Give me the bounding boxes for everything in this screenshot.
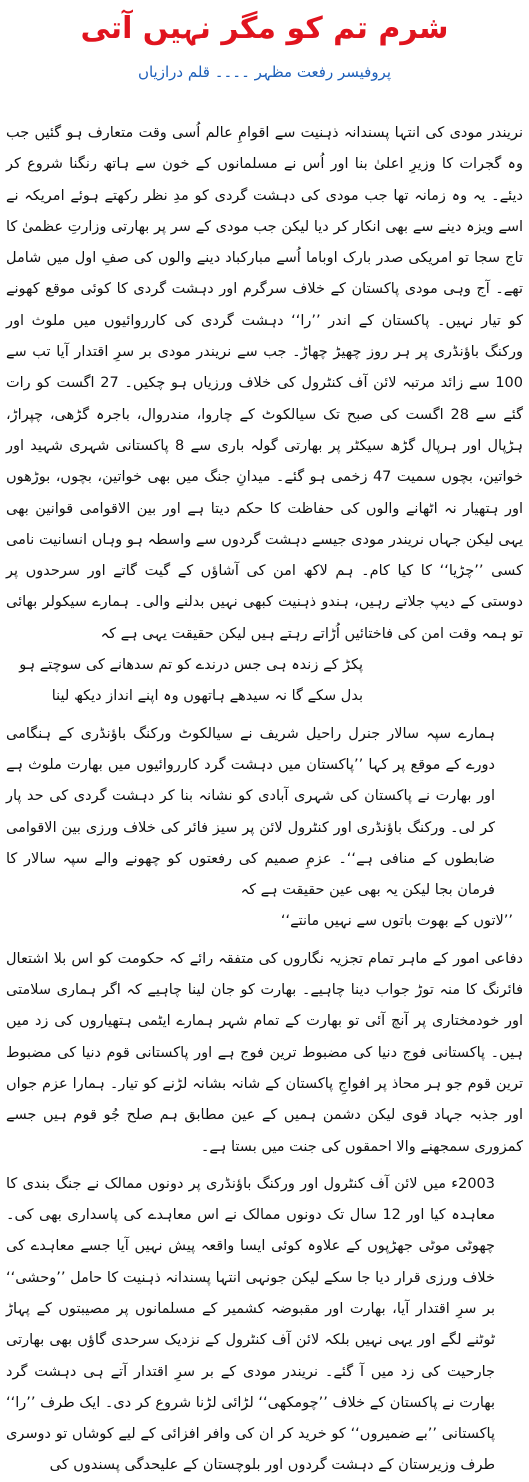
- paragraph: 2003ء میں لائن آف کنٹرول اور ورکنگ باؤنڈری پر دونوں ممالک نے جنگ بندی کا معاہدہ کیا اور 12 سال تک دونوں ممالک نے اس معاہدے کی پاسداری بھی کی۔ چھوٹی موٹی جھڑپوں کے علاوہ کوئی ایسا واقعہ پیش نہیں آیا جسے معاہدے کی خلاف ورزی قرار دیا جا سکے لیکن جونہی انتہا پسندانہ ذہنیت کا حامل ’’وحشی‘‘ بر سرِ اقتدار آیا، بھارت اور مقبوضہ کشمیر کے مسلمانوں پر مصیبتوں کے پہاڑ ٹوٹنے لگے اور یہی نہیں بلکہ لائن آف کنٹرول کے نزدیک سرحدی گاؤں بھی بھارتی جارحیت کی زد میں آ گئے۔ نریندر مودی کے بر سرِ اقتدار آتے ہی دہشت گرد بھارت نے پاکستان کے خلاف ’’چومکھی‘‘ لڑائی لڑنا شروع کر دی۔ ایک طرف ’’را‘‘ پاکستانی ’’بے ضمیروں‘‘ کو خرید کر ان کی وافر افزائی کے لیے کوشاں تو دوسری طرف وزیرستان کے دہشت گردوں اور بلوچستان کے علیحدگی پسندوں کی: [6, 1175, 495, 1474]
- article-byline: پروفیسر رفعت مظہر ۔۔۔۔ قلم درازیاں: [137, 63, 392, 81]
- verse-line: پکڑ کے زندہ ہی جس درندے کو تم سدھانے کی سوچتے ہو: [19, 657, 363, 674]
- verse-line: بدل سکے گا نہ سیدھے ہاتھوں وہ اپنے انداز دیکھ لینا: [51, 688, 363, 705]
- paragraph: دفاعی امور کے ماہر تمام تجزیہ نگاروں کی متفقہ رائے کہ حکومت کو اس بلا اشتعال فائرنگ کا منہ توڑ جواب دینا چاہیے۔ بھارت کو جان لینا چاہیے کہ اگر ہماری سلامتی اور خودمختاری پر آنچ آئی تو بھارت کے تمام شہر ہمارے ایٹمی ہتھیاروں کی زد میں ہیں۔ پاکستانی فوج دنیا کی مضبوط ترین فوج ہے اور پاکستانی قوم دنیا کی مضبوط ترین قوم جو ہر محاذ پر افواجِ پاکستان کے شانہ بشانہ لڑنے کو تیار۔ ہمارا عزم جواں اور جذبہ جہاد قوی لیکن دشمن ہمیں کے عین مطابق ہم صلح جُو قوم ہیں جسے کمزوری سمجھنے والا احمقوں کی جنت میں بستا ہے۔: [6, 950, 523, 1155]
- article-body: [6, 118, 523, 1482]
- paragraph: ہمارے سپہ سالار جنرل راحیل شریف نے سیالکوٹ ورکنگ باؤنڈری کے ہنگامی دورے کے موقع پر کہا ’’پاکستان میں دہشت گرد کارروائیوں میں بھارت ملوث ہے اور بھارت نے پاکستان کی شہری آبادی کو نشانہ بنا کر دہشت گردی کی حد پار کر لی۔ ورکنگ باؤنڈری اور کنٹرول لائن پر سیز فائر کی خلاف ورزی بین الاقوامی ضابطوں کے منافی ہے‘‘۔ عزمِ صمیم کی رفعتوں کو چھونے والے سپہ سالار کا فرمان بجا لیکن یہ بھی عین حقیقت ہے کہ: [6, 725, 495, 899]
- proverb: ’’لاتوں کے بھوت باتوں سے نہیں مانتے‘‘: [280, 913, 513, 930]
- paragraph: نریندر مودی کی انتہا پسندانہ ذہنیت سے اقوامِ عالم اُسی وقت متعارف ہو گئیں جب وہ گجرات کا وزیرِ اعلیٰ بنا اور اُس نے مسلمانوں کے خون سے ہاتھ رنگنا شروع کر دیئے۔ یہ وہ زمانہ تھا جب مودی کی دہشت گردی کو مدِ نظر رکھتے ہوئے امریکہ نے اسے ویزہ دینے سے بھی انکار کر دیا لیکن جب مودی کے سر پر بھارتی وزارتِ عظمیٰ کا تاج سجا تو امریکی صدر بارک اوباما اُسے مبارکباد دینے والوں کی صفِ اول میں شامل تھے۔ آج وہی مودی پاکستان کے خلاف سرگرم اور دہشت گردی کا کوئی موقع کھونے کو تیار نہیں۔ پاکستان کے اندر ’’را‘‘ دہشت گردی کی کارروائیوں میں ملوث اور ورکنگ باؤنڈری پر ہر روز چھیڑ چھاڑ۔ جب سے نریندر مودی بر سرِ اقتدار آیا تب سے 100 سے زائد مرتبہ لائن آف کنٹرول کی خلاف ورزیاں ہو چکیں۔ 27 اگست کو رات گئے سے 28 اگست کی صبح تک سیالکوٹ کے چاروا، مندروال، باجرہ گڑھی، چپراڑ، ہڑپال اور ہرپال گڑھ سیکٹر پر بھارتی گولہ باری سے 8 پاکستانی شہری شہید اور خواتین، بچوں سمیت 47 زخمی ہو گئے۔ میدانِ جنگ میں بھی خواتین، بچوں، بوڑھوں اور ہتھیار نہ اٹھانے والوں کی حفاظت کا حکم دیتا ہے اور بین الاقوامی قوانین بھی یہی لیکن جہاں نریندر مودی جیسے دہشت گردوں سے واسطہ ہو وہاں انسانیت نامی کسی ’’چڑیا‘‘ کا کیا کام۔ ہم لاکھ امن کی آشاؤں کے گیت گاتے اور سرحدوں پر دوستی کے دیپ جلاتے رہیں، ہندو ذہنیت کبھی نہیں بدلنے والی۔ ہمارے سیکولر بھائی تو ہمہ وقت امن کی فاختائیں اُڑاتے رہتے ہیں لیکن حقیقت یہی ہے کہ: [6, 125, 524, 642]
- article-title: شرم تم کو مگر نہیں آتی: [80, 11, 449, 46]
